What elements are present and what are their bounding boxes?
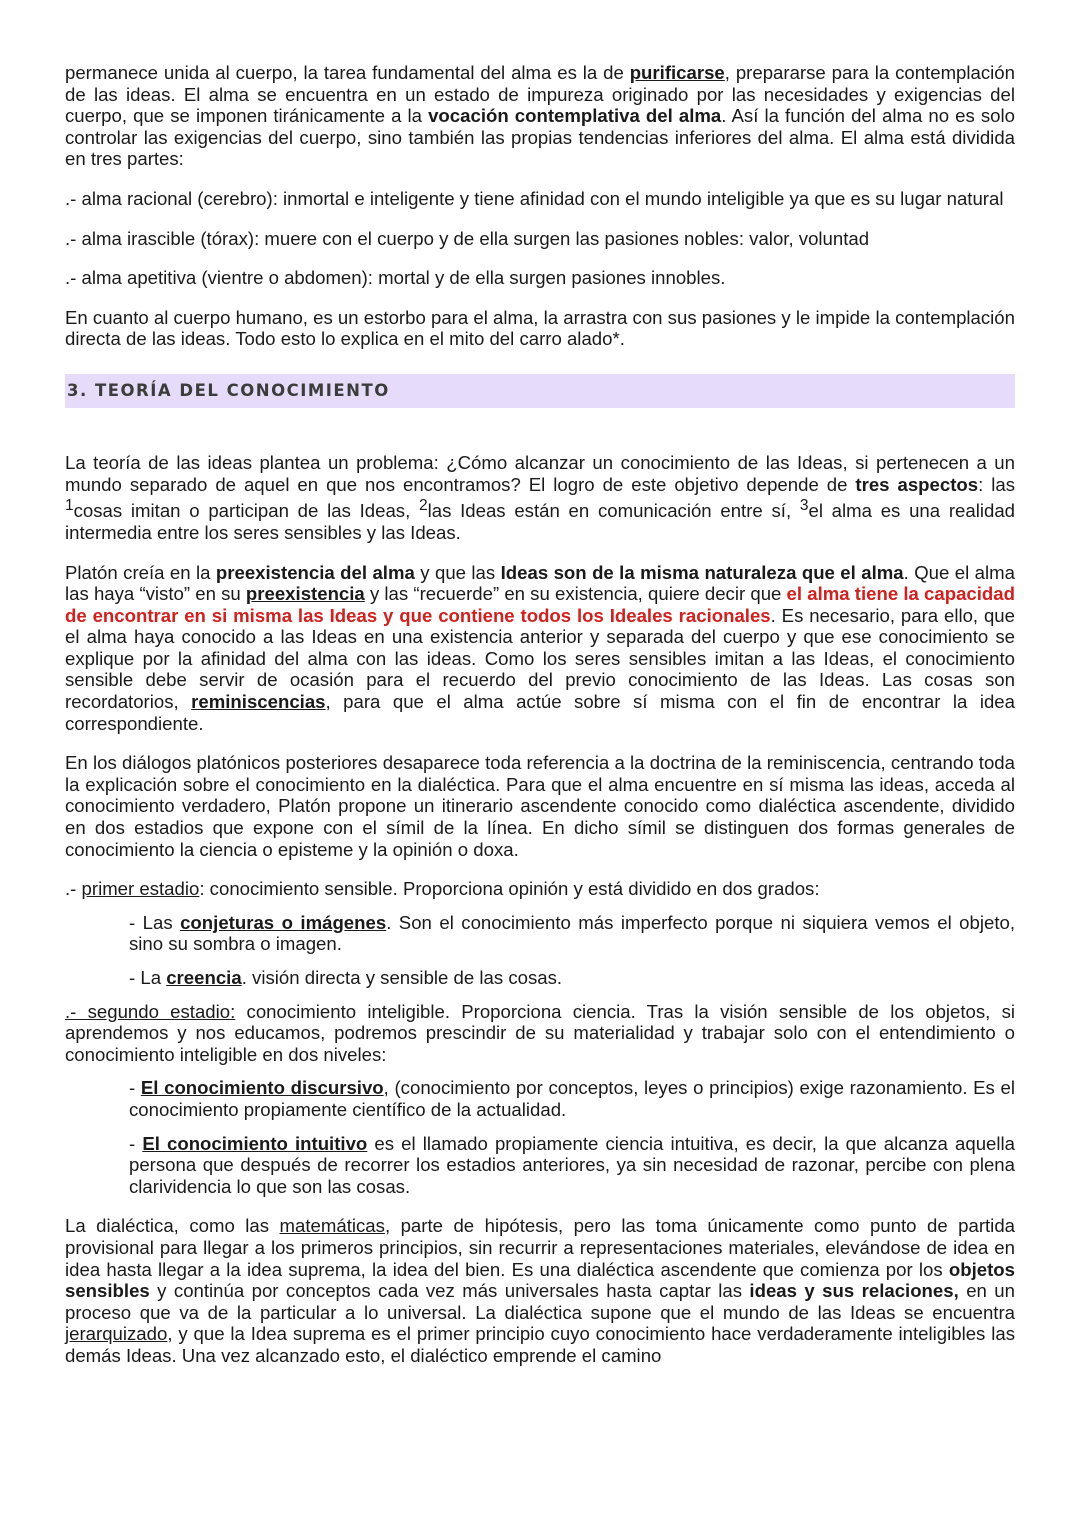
- grade-conjeturas: - Las conjeturas o imágenes. Son el conocimiento más imperfecto porque ni siquiera vemos el objeto, sino su sombra o imagen.: [129, 911, 1015, 955]
- list-item-alma-apetitiva: .- alma apetitiva (vientre o abdomen): mortal y de ella surgen pasiones innobles.: [65, 267, 726, 289]
- list-item-alma-irascible: .- alma irascible (tórax): muere con el cuerpo y de ella surgen las pasiones nobles: valor, voluntad: [65, 227, 870, 249]
- term-jerarquizado: jerarquizado: [65, 1323, 168, 1345]
- term-conocimiento-intuitivo: El conocimiento intuitivo: [142, 1132, 368, 1154]
- stage-one: .- primer estadio: conocimiento sensible. Proporciona opinión y está dividido en dos grados:: [65, 878, 820, 900]
- paragraph-dialectics: En los diálogos platónicos posteriores desaparece toda referencia a la doctrina de la reminiscencia, centrando toda la explicación sobre el conocimiento en la dialéctica. Para que el alma encuentre en sí misma las ideas, acceda al conocimiento verdadero, Platón propone un itinerario ascendente conocido como dialéctica ascendente, dividido en dos estadios que expone con el símil de la línea. En dicho símil se distinguen dos formas generales de conocimiento la ciencia o episteme y la opinión o doxa.: [65, 752, 1015, 860]
- term-conjeturas: conjeturas o imágenes: [180, 911, 387, 933]
- paragraph-preexistence: Platón creía en la preexistencia del alma y que las Ideas son de la misma naturaleza que el alma. Que el alma las haya “visto” en su preexistencia y las “recuerde” en su existencia, quiere decir que el alma tiene la capacidad de encontrar en si misma las Ideas y que contiene todos los Ideales racionales. Es necesario, para ello, que el alma haya conocido a las Ideas en una existencia anterior y separada del cuerpo y que ese conocimiento se explique por la afinidad del alma con las ideas. Como los seres sensibles imitan a las Ideas, el conocimiento sensible debe servir de ocasión para el recuerdo del previo conocimiento de las Ideas. Las cosas son recordatorios, reminiscencias, para que el alma actúe sobre sí misma con el fin de encontrar la idea correspondiente.: [65, 561, 1015, 734]
- grade-creencia: - La creencia. visión directa y sensible de las cosas.: [129, 967, 563, 988]
- term-segundo-estadio: .- segundo estadio:: [65, 1000, 236, 1022]
- paragraph-soul-purification: permanece unida al cuerpo, la tarea fundamental del alma es la de purificarse, prepararse para la contemplación de las ideas. El alma se encuentra en un estado de impureza originado por las necesidades y exigencias del cuerpo, que se imponen tiránicamente a la vocación contemplativa del alma. Así la función del alma no es solo controlar las exigencias del cuerpo, sino también las propias tendencias inferiores del alma. El alma está dividida en tres partes:: [65, 62, 1015, 170]
- term-vocacion-contemplativa: vocación contemplativa del alma: [428, 105, 722, 127]
- highlight-alma-capacidad: el alma tiene la capacidad de encontrar en si misma las Ideas y que contiene todos los Ideales racionales: [65, 583, 1015, 626]
- term-preexistencia-alma: preexistencia del alma: [215, 561, 415, 583]
- section-header: [65, 374, 1015, 408]
- term-preexistencia: preexistencia: [245, 583, 365, 605]
- term-ideas-naturaleza: Ideas son de la misma naturaleza que el alma: [500, 561, 904, 583]
- term-creencia: creencia: [166, 967, 242, 988]
- list-item-alma-racional: .- alma racional (cerebro): inmortal e inteligente y tiene afinidad con el mundo inteligible ya que es su lugar natural: [65, 187, 1004, 209]
- paragraph-body-obstacle: En cuanto al cuerpo humano, es un estorbo para el alma, la arrastra con sus pasiones y le impide la contemplación directa de las ideas. Todo esto lo explica en el mito del carro alado*.: [65, 306, 1015, 350]
- level-discursivo: - El conocimiento discursivo, (conocimiento por conceptos, leyes o principios) exige razonamiento. Es el conocimiento propiamente científico de la actualidad.: [129, 1077, 1015, 1120]
- level-intuitivo: - El conocimiento intuitivo es el llamado propiamente ciencia intuitiva, es decir, la que alcanza aquella persona que después de recorrer los estadios anteriores, ya sin necesidad de razonar, percibe con plena clarividencia lo que son las cosas.: [129, 1132, 1015, 1197]
- paragraph-dialectic-method: La dialéctica, como las matemáticas, parte de hipótesis, pero las toma únicamente como punto de partida provisional para llegar a los primeros principios, sin recurrir a representaciones materiales, elevándose de idea en idea hasta llegar a la idea suprema, la idea del bien. Es una dialéctica ascendente que comienza por los objetos sensibles y continúa por conceptos cada vez más universales hasta captar las ideas y sus relaciones, en un proceso que va de la particular a lo universal. La dialéctica supone que el mundo de las Ideas se encuentra jerarquizado, y que la Idea suprema es el primer principio cuyo conocimiento hace verdaderamente inteligibles las demás Ideas. Una vez alcanzado esto, el dialéctico emprende el camino: [65, 1215, 1015, 1366]
- term-objetos-sensibles: objetos sensibles: [65, 1258, 1015, 1302]
- section-title: 3. TEORÍA DEL CONOCIMIENTO: [67, 381, 390, 401]
- term-reminiscencias: reminiscencias: [191, 691, 326, 713]
- term-tres-aspectos: tres aspectos: [855, 473, 979, 495]
- term-purificarse: purificarse: [629, 62, 725, 83]
- term-ideas-relaciones: ideas y sus relaciones,: [749, 1280, 959, 1302]
- paragraph-theory-problem: La teoría de las ideas plantea un problema: ¿Cómo alcanzar un conocimiento de las Ideas, si pertenecen a un mundo separado de aquel en que nos encontramos? El logro de este objetivo depende de tres aspectos: las $^1$cosas imitan o participan de las Ideas, $^2$las Ideas están en comunicación entre sí, $^3$el alma es una realidad intermedia entre los seres sensibles y las Ideas.: [65, 451, 1016, 543]
- document-page: [65, 62, 1015, 1385]
- stage-two: .- segundo estadio: conocimiento inteligible. Proporciona ciencia. Tras la visión sensible de los objetos, si aprendemos y nos educamos, podremos prescindir de su materialidad y trabajar solo con el entendimiento o conocimiento inteligible en dos niveles:: [65, 1000, 1016, 1065]
- term-conocimiento-discursivo: El conocimiento discursivo: [140, 1077, 384, 1099]
- term-primer-estadio: primer estadio: [81, 878, 200, 900]
- term-matematicas: matemáticas: [279, 1215, 385, 1237]
